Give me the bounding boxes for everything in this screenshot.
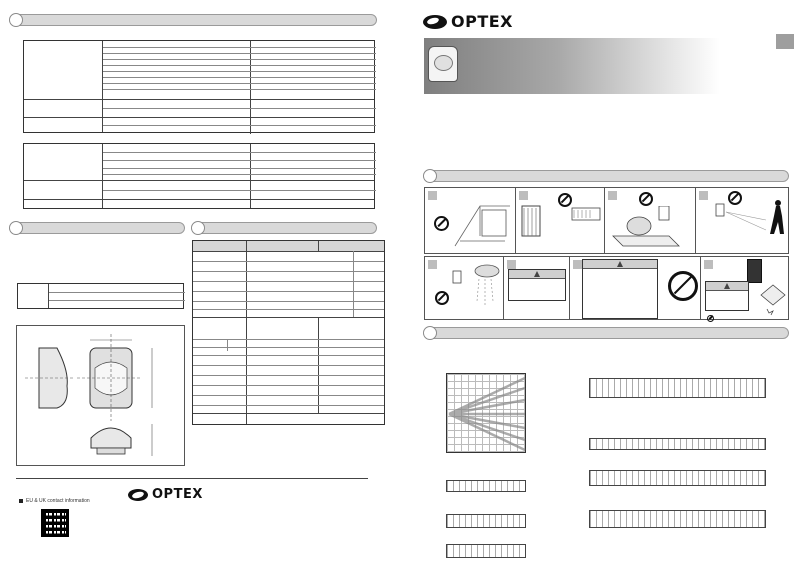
detection-pattern-side-3 bbox=[446, 544, 526, 558]
section-bar-detection-area bbox=[424, 327, 789, 339]
precaution-panel-2 bbox=[515, 187, 605, 254]
detection-pattern-long-4 bbox=[589, 510, 766, 528]
product-image bbox=[428, 46, 458, 82]
no-entry-icon bbox=[707, 315, 714, 322]
precaution-panel-8 bbox=[700, 256, 789, 320]
qr-code-icon bbox=[41, 509, 69, 537]
precaution-panel-5 bbox=[424, 256, 504, 320]
warning-icon bbox=[534, 271, 540, 277]
optex-logo-icon bbox=[423, 15, 447, 29]
section-bar-dip-switch bbox=[192, 222, 377, 234]
detection-pattern-top-view bbox=[446, 373, 526, 453]
precaution-panel-6 bbox=[503, 256, 570, 320]
dimensions-drawing bbox=[16, 325, 185, 466]
brand-logo-footer: OPTEX bbox=[128, 487, 203, 502]
detection-pattern-side-2 bbox=[446, 514, 526, 528]
warning-icon bbox=[617, 261, 623, 267]
precaution-panel-1 bbox=[424, 187, 516, 254]
optex-logo-icon bbox=[128, 489, 148, 501]
precaution-panel-3 bbox=[604, 187, 696, 254]
detection-pattern-side-1 bbox=[446, 480, 526, 492]
detection-pattern-long-2 bbox=[589, 438, 766, 450]
warning-icon bbox=[724, 283, 730, 289]
precaution-panel-4 bbox=[695, 187, 789, 254]
section-bar-precautions bbox=[424, 170, 789, 182]
spec-table-2 bbox=[23, 143, 375, 209]
warning-box-1 bbox=[508, 269, 566, 301]
section-bar-accessories bbox=[10, 222, 185, 234]
language-tab bbox=[776, 34, 794, 49]
no-entry-icon bbox=[639, 192, 653, 206]
contact-info: EU & UK contact information bbox=[19, 498, 90, 504]
dip-switch-table bbox=[192, 240, 385, 425]
section-bar-specifications bbox=[10, 14, 377, 26]
brand-logo-header: OPTEX bbox=[423, 12, 513, 31]
detection-pattern-long-3 bbox=[589, 470, 766, 486]
no-entry-icon bbox=[435, 291, 449, 305]
header-band bbox=[424, 38, 720, 94]
no-entry-icon bbox=[434, 216, 449, 231]
detector-pcb bbox=[747, 259, 762, 283]
footer-rule bbox=[16, 478, 368, 479]
detector-dimension-diagram bbox=[17, 326, 186, 467]
precaution-panel-7 bbox=[569, 256, 701, 320]
person-walking-icon bbox=[770, 206, 784, 234]
warning-box-2 bbox=[582, 259, 658, 319]
spec-table-1 bbox=[23, 40, 375, 133]
warning-box-3 bbox=[705, 281, 749, 311]
detection-pattern-long-1 bbox=[589, 378, 766, 398]
accessory-table bbox=[17, 283, 184, 309]
no-entry-icon bbox=[668, 271, 698, 301]
